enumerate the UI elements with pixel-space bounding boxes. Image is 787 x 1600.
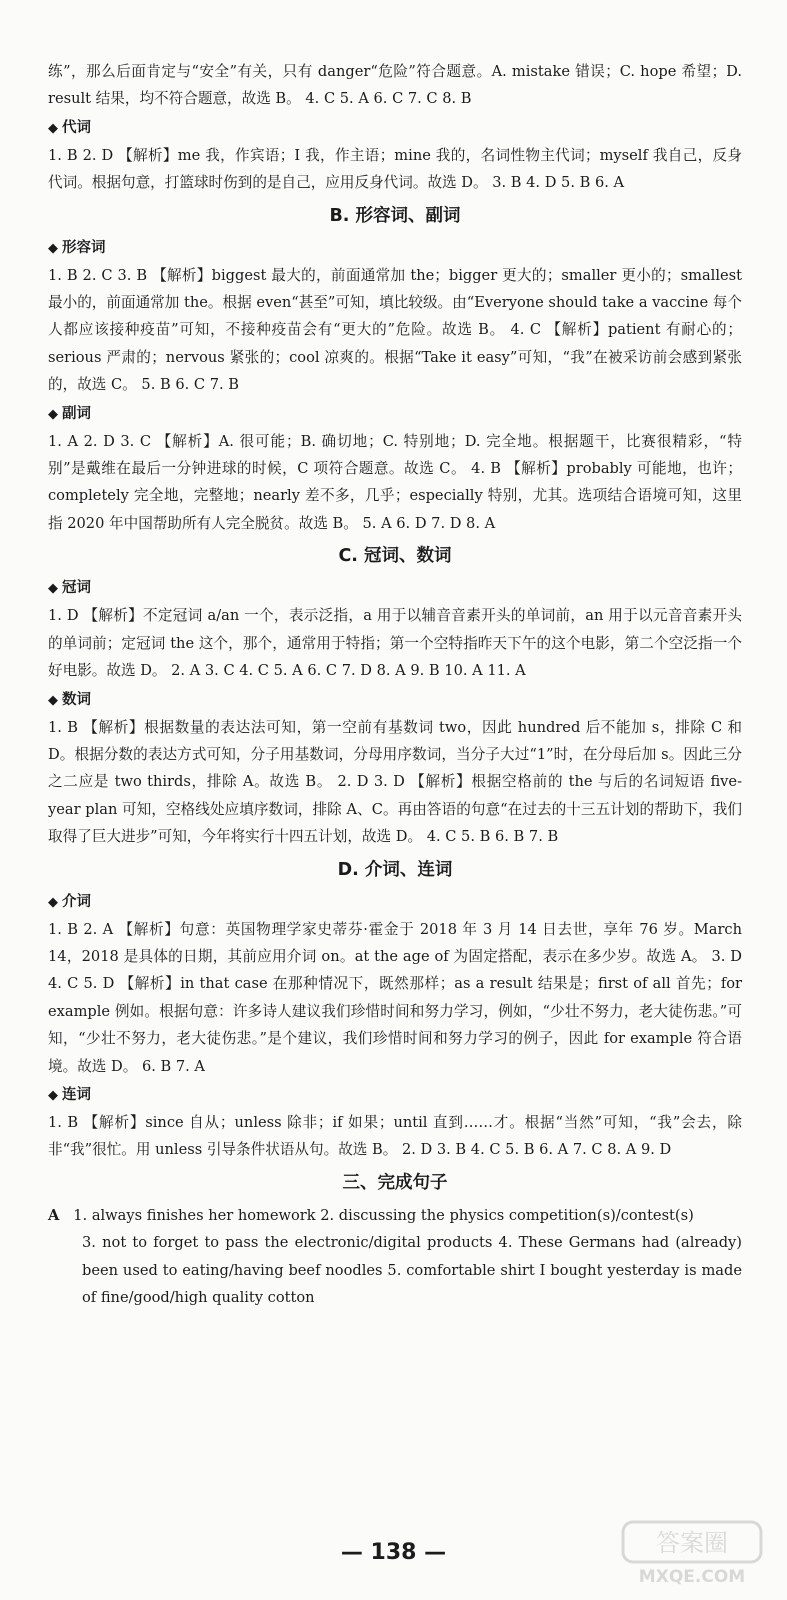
watermark-logo — [617, 1518, 767, 1590]
subheading-pronoun: ◆ 代词 — [48, 115, 742, 142]
section-heading-c: C. 冠词、数词 — [338, 546, 452, 567]
diamond-icon: ◆ — [48, 120, 58, 136]
subheading-adjective: ◆ 形容词 — [48, 235, 742, 262]
diamond-icon: ◆ — [48, 240, 58, 256]
subheading-preposition: ◆ 介词 — [48, 889, 742, 916]
part-label: A — [48, 1206, 60, 1224]
numeral-answers: 1. B 【解析】根据数量的表达法可知，第一空前有基数词 two，因此 hundred 后不能加 s，排除 C 和 D。根据分数的表达方式可知，分子用基数词，分母用序数词，当分子大过“1”时，在分母后加 s。因此三分之二应是 two thirds，排除 A。故选 B。 2. D 3. D 【解析】根据空格前的 the 与后的名词短语 five-year plan 可知，空格线处应填序数词，排除 A、C。再由答语的句意“在过去的十三五计划的帮助下，我们取得了巨大进步”可知，今年将实行十四五计划，故选 D。 4. C 5. B 6. B 7. B — [48, 718, 742, 846]
diamond-icon: ◆ — [48, 581, 58, 597]
conjunction-answers: 1. B 【解析】since 自从；unless 除非；if 如果；until 直到……才。根据“当然”可知，“我”会去，除非“我”很忙。用 unless 引导条件状语从句。故选 B。 2. D 3. B 4. C 5. B 6. A 7. C 8. A 9. D — [48, 1113, 742, 1159]
preposition-answers: 1. B 2. A 【解析】句意：英国物理学家史蒂芬·霍金于 2018 年 3 月 14 日去世，享年 76 岁。March 14，2018 是具体的日期，其前应用介词 on。at the age of 为固定搭配，表示在多少岁。故选 A。 3. D 4. C 5. D 【解析】in that case 在那种情况下，既然那样；as a result 结果是；first of all 首先；for example 例如。根据句意：许多诗人建议我们珍惜时间和努力学习，例如，“少壮不努力，老大徒伤悲。”可知，“少壮不努力，老大徒伤悲。”是个建议，我们珍惜时间和努力学习的例子，因此 for example 符合语境。故选 D。 6. B 7. A — [48, 920, 742, 1075]
adverb-answers: 1. A 2. D 3. C 【解析】A. 很可能；B. 确切地；C. 特别地；D. 完全地。根据题干，比赛很精彩，“特别”是戴维在最后一分钟进球的时候，C 项符合题意。故选 C。 4. B 【解析】probably 可能地，也许；completely 完全地，完整地；nearly 差不多，几乎；especially 特别，尤其。选项结合语境可知，这里指 2020 年中国帮助所有人完全脱贫。故选 B。 5. A 6. D 7. D 8. A — [48, 432, 742, 532]
section-heading-d: D. 介词、连词 — [337, 859, 453, 880]
answer-content — [48, 58, 742, 1311]
diamond-icon: ◆ — [48, 1087, 58, 1103]
diamond-icon: ◆ — [48, 406, 58, 422]
intro-paragraph: 练”，那么后面肯定与“安全”有关，只有 danger“危险”符合题意。A. mistake 错误；C. hope 希望；D. result 结果，均不符合题意，故选 B。 4. C 5. A 6. C 7. C 8. B — [48, 63, 742, 108]
subheading-article: ◆ 冠词 — [48, 575, 742, 602]
complete-sentences-line1: A 1. always finishes her homework 2. discussing the physics competition(s)/contest(s) — [48, 1206, 694, 1224]
subheading-numeral: ◆ 数词 — [48, 687, 742, 714]
subheading-conjunction: ◆ 连词 — [48, 1082, 742, 1109]
svg-text:MXQE.COM: MXQE.COM — [638, 1567, 746, 1587]
pronoun-answers: 1. B 2. D 【解析】me 我，作宾语；I 我，作主语；mine 我的，名词性物主代词；myself 我自己，反身代词。根据句意，打篮球时伤到的是自己，应用反身代词。故选 D。 3. B 4. D 5. B 6. A — [48, 146, 742, 192]
article-answers: 1. D 【解析】不定冠词 a/an 一个，表示泛指，a 用于以辅音音素开头的单词前，an 用于以元音音素开头的单词前；定冠词 the 这个，那个，通常用于特指；第一个空特指昨天下午的这个电影，第二个空泛指一个好电影。故选 D。 2. A 3. C 4. C 5. A 6. C 7. D 8. A 9. B 10. A 11. A — [48, 607, 742, 680]
section-heading-complete-sentences: 三、完成句子 — [342, 1172, 448, 1193]
section-heading-b: B. 形容词、副词 — [329, 205, 461, 226]
page-number: — 138 — — [340, 1540, 447, 1565]
complete-sentences-line2: 3. not to forget to pass the electronic/digital products 4. These Germans had (already) been used to eating/having beef noodles 5. comfortable shirt I bought yesterday is made of fine/good/high quality cotton — [82, 1234, 742, 1306]
diamond-icon: ◆ — [48, 894, 58, 910]
subheading-adverb: ◆ 副词 — [48, 401, 742, 428]
svg-text:答案圈: 答案圈 — [656, 1529, 728, 1557]
adjective-answers: 1. B 2. C 3. B 【解析】biggest 最大的，前面通常加 the；bigger 更大的；smaller 更小的；smallest 最小的，前面通常加 the。根据 even“甚至”可知，填比较级。由“Everyone should take a vaccine 每个人都应该接种疫苗”可知，不接种疫苗会有“更大的”危险。故选 B。 4. C 【解析】patient 有耐心的；serious 严肃的；nervous 紧张的；cool 凉爽的。根据“Take it easy”可知，“我”在被采访前会感到紧张的，故选 C。 5. B 6. C 7. B — [48, 266, 742, 394]
diamond-icon: ◆ — [48, 692, 58, 708]
